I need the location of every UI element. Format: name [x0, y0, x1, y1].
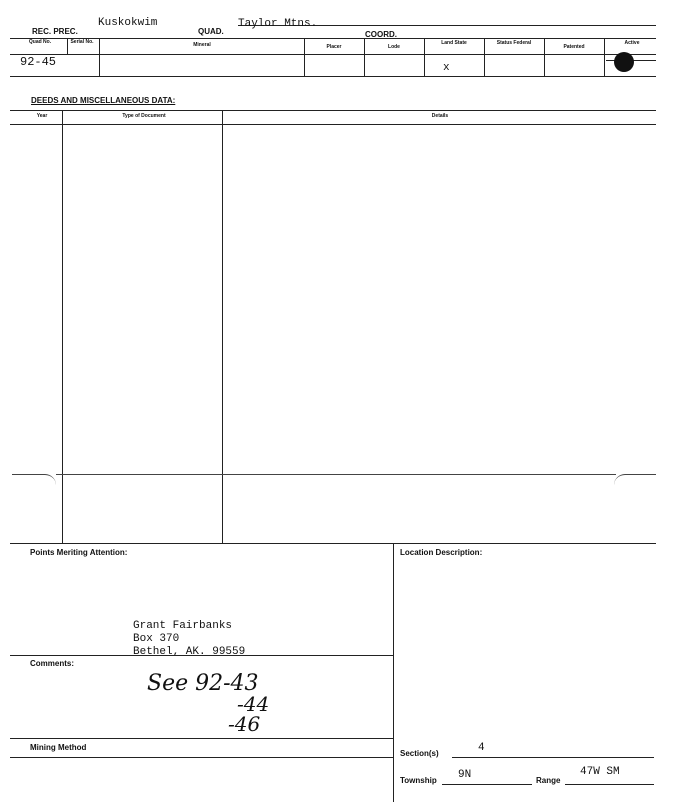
- col-divider-lode: [364, 38, 365, 76]
- township-label: Township: [400, 776, 437, 785]
- deeds-header-rule: [10, 124, 656, 125]
- col-divider-serial: [67, 38, 68, 54]
- deeds-col-details: Details: [431, 113, 449, 119]
- address-line-3: Bethel, AK. 99559: [133, 646, 246, 658]
- handwriting-line-2: -44: [237, 692, 270, 716]
- col-active: Active: [624, 40, 640, 46]
- active-ink-blot: [614, 52, 634, 72]
- fold-mark-right: [614, 474, 656, 485]
- col-divider-placer: [304, 38, 305, 76]
- col-divider-land: [424, 38, 425, 76]
- mining-bottom-rule: [10, 757, 393, 758]
- lower-center-divider: [393, 543, 394, 802]
- col-status-federal: Status Federal: [496, 40, 532, 46]
- comments-top-rule: [10, 655, 393, 656]
- deeds-col-type: Type of Document: [122, 113, 166, 119]
- col-patented: Patented: [563, 44, 585, 50]
- header-table-bottom-rule: [10, 76, 656, 77]
- header-table-mid-rule: [10, 54, 656, 55]
- mining-method-label: Mining Method: [30, 743, 87, 752]
- col-land-state: Land State: [441, 40, 467, 46]
- deeds-divider-year: [62, 110, 63, 543]
- coord-label: COORD.: [365, 30, 397, 39]
- deeds-fold-rule: [56, 474, 616, 475]
- col-divider-patented: [544, 38, 545, 76]
- handwriting-line-3: -46: [228, 712, 261, 736]
- col-divider-active: [604, 38, 605, 76]
- township-value: 9N: [458, 769, 472, 781]
- col-lode: Lode: [388, 44, 400, 50]
- township-fill-line: [442, 784, 532, 785]
- deeds-col-year: Year: [36, 113, 48, 119]
- col-quad-no: Quad No.: [28, 39, 52, 45]
- fold-mark-left: [12, 474, 56, 485]
- address-line-2: Box 370: [133, 633, 180, 645]
- col-serial-no: Serial No.: [70, 39, 94, 45]
- range-fill-line: [565, 784, 654, 785]
- record-quad-no: 92-45: [20, 55, 57, 69]
- col-divider-mineral: [99, 38, 100, 76]
- location-label: Location Description:: [400, 548, 483, 557]
- lower-top-rule: [10, 543, 656, 544]
- range-label: Range: [536, 776, 561, 785]
- comments-label: Comments:: [30, 659, 75, 668]
- handwriting-line-1: See 92-43: [147, 671, 259, 696]
- section-label: Section(s): [400, 749, 439, 758]
- section-fill-line: [452, 757, 654, 758]
- points-label: Points Meriting Attention:: [30, 548, 128, 557]
- mining-top-rule: [10, 738, 393, 739]
- quad-label: QUAD.: [198, 27, 224, 36]
- rec-prec-value: Kuskokwim: [98, 17, 158, 29]
- rec-prec-label: REC. PREC.: [32, 27, 78, 36]
- record-land-state-mark: x: [443, 62, 450, 74]
- col-divider-status: [484, 38, 485, 76]
- range-value: 47W SM: [580, 766, 620, 778]
- col-placer: Placer: [326, 44, 342, 50]
- header-table-top-rule: [10, 38, 656, 39]
- quad-value: Taylor Mtns.: [238, 18, 318, 30]
- deeds-divider-type: [222, 110, 223, 543]
- deeds-top-rule: [10, 110, 656, 111]
- section-value: 4: [478, 742, 485, 754]
- deeds-section-title: DEEDS AND MISCELLANEOUS DATA:: [31, 96, 176, 105]
- col-mineral: Mineral: [193, 42, 211, 48]
- address-line-1: Grant Fairbanks: [133, 620, 233, 632]
